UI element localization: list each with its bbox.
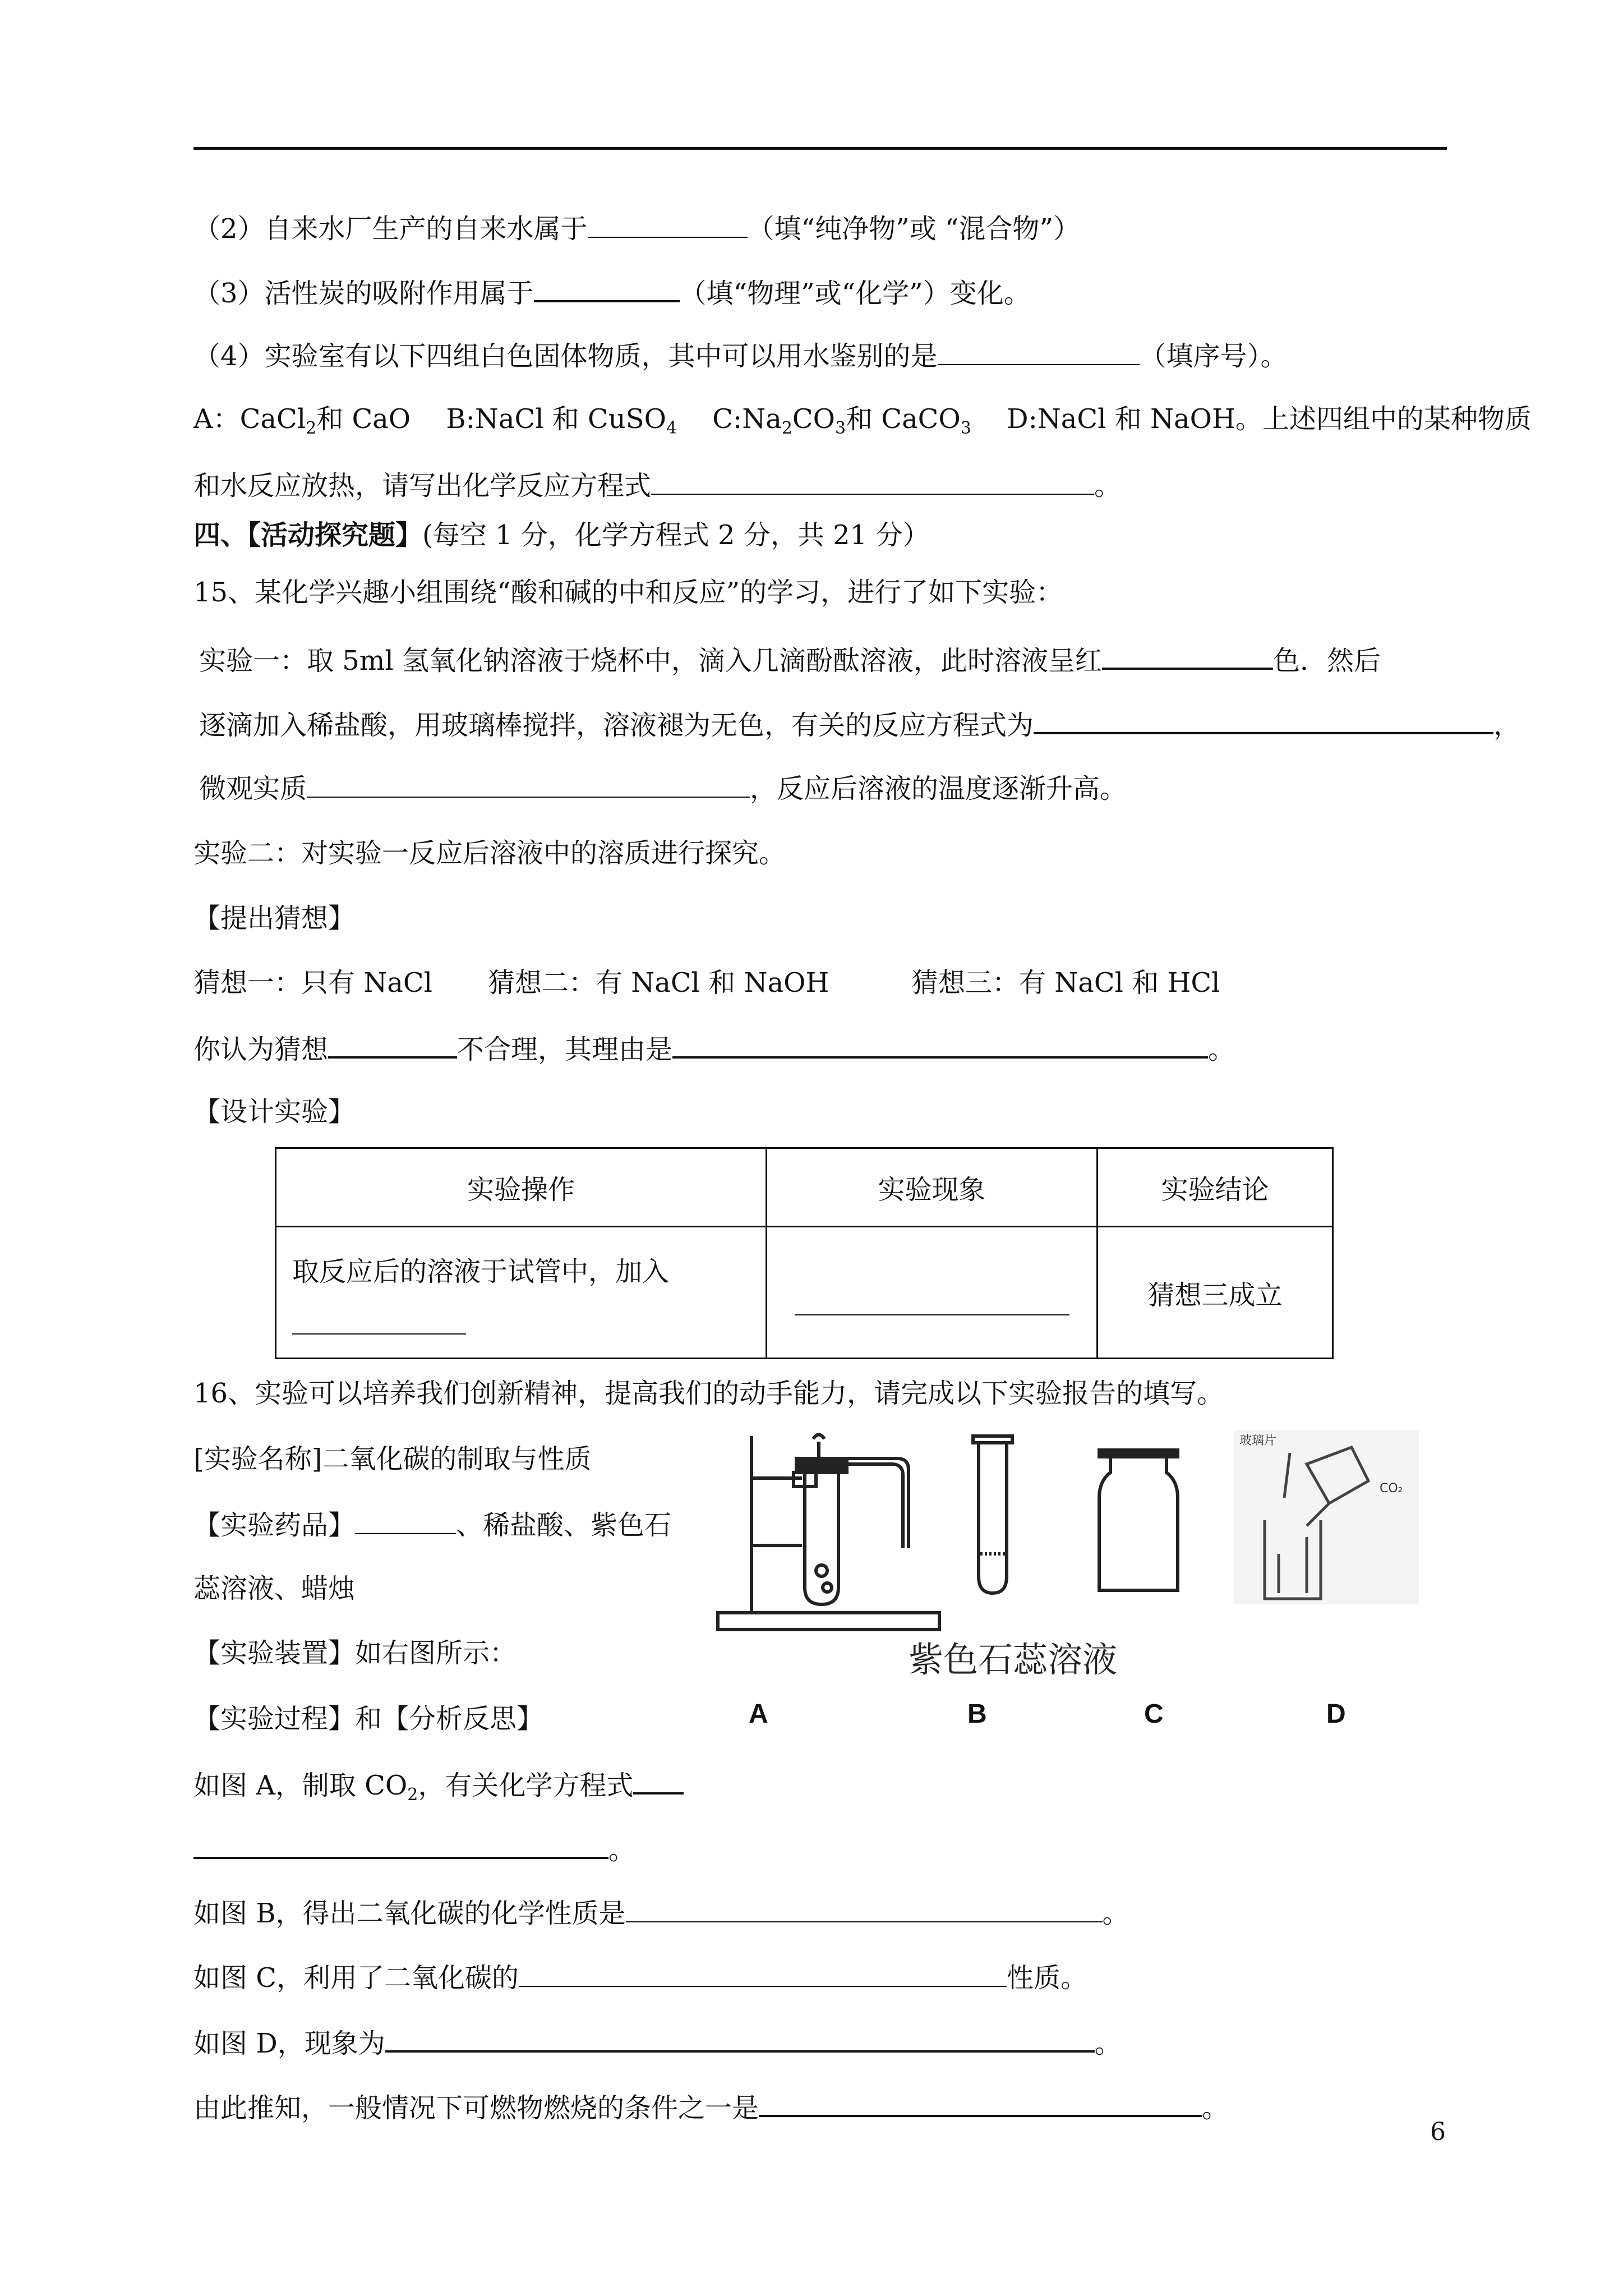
table-cell-conclusion: 猜想三成立 <box>1098 1227 1333 1359</box>
q16-conclusion: 由此推知，一般情况下可燃物燃烧的条件之一是 。 <box>193 2092 1229 2124</box>
q16-fig-a-line2: 。 <box>193 1834 635 1864</box>
answer-blank[interactable] <box>795 1292 1069 1315</box>
answer-blank[interactable] <box>519 1963 1007 1987</box>
table-header-operation: 实验操作 <box>276 1148 767 1227</box>
table-header-phenomenon: 实验现象 <box>767 1148 1098 1227</box>
answer-blank[interactable] <box>292 1311 466 1335</box>
apparatus-figure <box>712 1419 1436 1700</box>
q16-fig-c-line: 如图 C，利用了二氧化碳的 性质。 <box>193 1962 1088 1994</box>
q16-intro: 16、实验可以培养我们创新精神，提高我们的动手能力，请完成以下实验报告的填写。 <box>193 1378 1224 1409</box>
answer-blank[interactable] <box>1034 710 1493 734</box>
q14-line3: （3）活性炭的吸附作用属于 （填“物理”或“化学”）变化。 <box>193 278 1031 309</box>
answer-blank[interactable] <box>307 774 750 798</box>
answer-blank[interactable] <box>534 278 680 302</box>
answer-blank[interactable] <box>355 1511 456 1534</box>
q16-process: 【实验过程】和【分析反思】 <box>193 1703 544 1734</box>
header-rule <box>193 147 1447 150</box>
figure-label-b: B <box>967 1699 987 1729</box>
q16-fig-d-line: 如图 D，现象为 。 <box>193 2028 1122 2059</box>
q16-device: 【实验装置】如右图所示： <box>193 1637 517 1669</box>
answer-blank[interactable] <box>1102 645 1273 670</box>
figure-label-d: D <box>1326 1699 1346 1729</box>
table-cell-phenomenon <box>767 1227 1098 1359</box>
guess-heading: 【提出猜想】 <box>193 903 356 934</box>
answer-blank[interactable] <box>328 1034 457 1059</box>
answer-blank[interactable] <box>651 471 1094 495</box>
figure-label-a: A <box>749 1699 768 1729</box>
answer-blank[interactable] <box>193 1834 608 1859</box>
co2-label: CO₂ <box>1380 1481 1403 1496</box>
guess-2: 猜想二：有 NaCl 和 NaOH <box>488 967 829 999</box>
figure-b-test-tube <box>973 1436 1012 1593</box>
answer-blank[interactable] <box>759 2092 1202 2117</box>
page-number: 6 <box>1430 2118 1446 2146</box>
guess-1: 猜想一：只有 NaCl <box>193 967 432 999</box>
q16-fig-b-line: 如图 B，得出二氧化碳的化学性质是 。 <box>193 1898 1129 1929</box>
answer-blank[interactable] <box>938 342 1140 365</box>
design-heading: 【设计实验】 <box>193 1096 356 1128</box>
answer-blank[interactable] <box>672 1034 1208 1059</box>
figure-c-gas-jar <box>1099 1450 1178 1590</box>
q14-line5: 和水反应放热，请写出化学反应方程式 。 <box>193 470 1122 501</box>
q16-drugs-cont: 蕊溶液、蜡烛 <box>193 1573 356 1604</box>
q14-line2: （2）自来水厂生产的自来水属于 （填“纯净物”或 “混合物”） <box>193 213 1080 245</box>
answer-blank[interactable] <box>588 214 748 238</box>
q16-name: [实验名称]二氧化碳的制取与性质 <box>193 1443 592 1475</box>
q15-exp1-line3: 微观实质 ，反应后溶液的温度逐渐升高。 <box>199 773 1127 804</box>
answer-blank[interactable] <box>633 1770 684 1795</box>
q15-intro: 15、某化学兴趣小组围绕“酸和碱的中和反应”的学习，进行了如下实验： <box>193 577 1063 608</box>
glass-plate-label: 玻璃片 <box>1239 1434 1277 1448</box>
table-cell-operation: 取反应后的溶液于试管中，加入 <box>276 1227 767 1359</box>
litmus-caption: 紫色石蕊溶液 <box>909 1639 1118 1680</box>
answer-blank[interactable] <box>626 1899 1103 1922</box>
q15-exp1-line1: 实验一：取 5ml 氢氧化钠溶液于烧杯中，滴入几滴酚酞溶液，此时溶液呈红 色．然后 <box>199 645 1381 677</box>
figure-label-c: C <box>1144 1699 1164 1729</box>
q15-exp1-line2: 逐滴加入稀盐酸，用玻璃棒搅拌，溶液褪为无色，有关的反应方程式为 ， <box>199 710 1521 741</box>
figure-a-generator <box>718 1435 939 1630</box>
experiment-table <box>275 1147 1334 1359</box>
figure-d-candle-beaker <box>1234 1430 1419 1604</box>
reason-line: 你认为猜想 不合理，其理由是 。 <box>193 1034 1235 1065</box>
q16-fig-a-line: 如图 A，制取 $CO_2$，有关化学方程式 <box>193 1770 684 1799</box>
guess-3: 猜想三：有 NaCl 和 HCl <box>911 967 1220 999</box>
table-header-conclusion: 实验结论 <box>1098 1148 1333 1227</box>
section-4-heading: 四、【活动探究题】(每空 1 分，化学方程式 2 分，共 21 分） <box>193 519 930 551</box>
answer-blank[interactable] <box>385 2028 1095 2053</box>
q14-line4: （4）实验室有以下四组白色固体物质，其中可以用水鉴别的是 （填序号）。 <box>193 341 1288 372</box>
q15-exp2: 实验二：对实验一反应后溶液中的溶质进行探究。 <box>193 838 786 869</box>
q16-drugs: 【实验药品】 、稀盐酸、紫色石 <box>193 1510 672 1541</box>
q14-options: A：CaCl$_2$和 CaO B:NaCl 和 CuSO$_4$ $C:Na_2CO_3$和 CaCO$_3$ D:NaCl 和 NaOH。上述四组中的某种物质 <box>193 403 1532 438</box>
